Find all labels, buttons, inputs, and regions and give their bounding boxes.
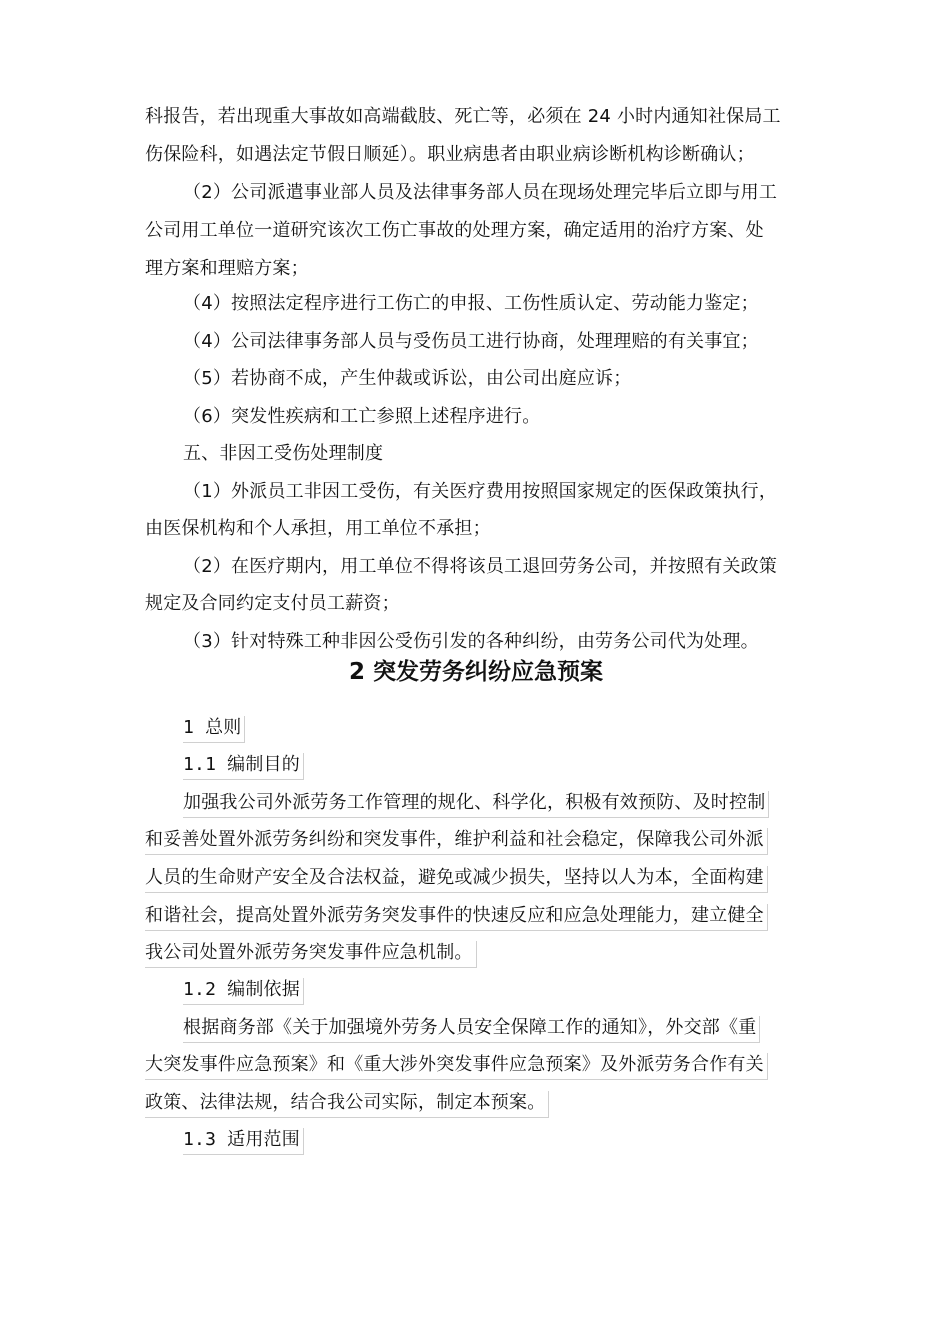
paragraph-line: 理方案和理赔方案； xyxy=(145,258,309,279)
list-item-1: （1）外派员工非因工受伤，有关医疗费用按照国家规定的医保政策执行， xyxy=(183,481,778,502)
section-basis xyxy=(183,978,807,1005)
purpose-text: 人员的生命财产安全及合法权益，避免或减少损失，坚持以人为本，全面构建 xyxy=(145,866,768,893)
section-purpose xyxy=(183,753,807,780)
purpose-text: 和谐社会，提高处置外派劳务突发事件的快速反应和应急处理能力，建立健全 xyxy=(145,904,768,931)
chapter-title: 2 突发劳务纠纷应急预案 xyxy=(348,659,603,685)
basis-line xyxy=(145,1091,807,1118)
purpose-line xyxy=(145,904,807,931)
list-item-2b: （2）在医疗期内，用工单位不得将该员工退回劳务公司，并按照有关政策 xyxy=(183,556,778,577)
section-general-label: 1 总则 xyxy=(183,716,245,743)
purpose-line xyxy=(145,828,807,855)
list-item-4a: （4）按照法定程序进行工伤亡的申报、工伤性质认定、劳动能力鉴定； xyxy=(183,293,759,314)
basis-text: 根据商务部《关于加强境外劳务人员安全保障工作的通知》，外交部《重 xyxy=(183,1016,760,1043)
basis-line xyxy=(183,1016,807,1043)
paragraph-line: 伤保险科，如遇法定节假日顺延）。职业病患者由职业病诊断机构诊断确认； xyxy=(145,144,755,165)
list-item-3: （3）针对特殊工种非因公受伤引发的各种纠纷，由劳务公司代为处理。 xyxy=(183,631,759,652)
list-item-5: （5）若协商不成，产生仲裁或诉讼，由公司出庭应诉； xyxy=(183,368,632,389)
section-basis-label: 1.2 编制依据 xyxy=(183,978,304,1005)
paragraph-line: 由医保机构和个人承担，用工单位不承担； xyxy=(145,518,491,539)
section-scope-label: 1.3 适用范围 xyxy=(183,1128,304,1155)
section-scope xyxy=(183,1128,807,1155)
list-item-2: （2）公司派遣事业部人员及法律事务部人员在现场处理完毕后立即与用工 xyxy=(183,182,778,203)
purpose-text: 和妥善处置外派劳务纠纷和突发事件，维护利益和社会稳定，保障我公司外派 xyxy=(145,828,768,855)
section-heading-five: 五、非因工受伤处理制度 xyxy=(183,443,384,464)
paragraph-line: 科报告，若出现重大事故如高端截肢、死亡等，必须在 24 小时内通知社保局工 xyxy=(145,106,781,127)
basis-text: 大突发事件应急预案》和《重大涉外突发事件应急预案》及外派劳务合作有关 xyxy=(145,1053,768,1080)
purpose-text: 加强我公司外派劳务工作管理的规化、科学化，积极有效预防、及时控制 xyxy=(183,791,769,818)
purpose-line xyxy=(145,866,807,893)
basis-line xyxy=(145,1053,807,1080)
list-item-6: （6）突发性疾病和工亡参照上述程序进行。 xyxy=(183,406,541,427)
purpose-line xyxy=(145,941,807,968)
purpose-line xyxy=(183,791,807,818)
purpose-text: 我公司处置外派劳务突发事件应急机制。 xyxy=(145,941,477,968)
paragraph-line: 规定及合同约定支付员工薪资； xyxy=(145,593,400,614)
section-purpose-label: 1.1 编制目的 xyxy=(183,753,304,780)
basis-text: 政策、法律法规，结合我公司实际，制定本预案。 xyxy=(145,1091,549,1118)
section-general xyxy=(183,716,807,743)
list-item-4b: （4）公司法律事务部人员与受伤员工进行协商，处理理赔的有关事宜； xyxy=(183,331,759,352)
paragraph-line: 公司用工单位一道研究该次工伤亡事故的处理方案，确定适用的治疗方案、处 xyxy=(145,220,764,241)
